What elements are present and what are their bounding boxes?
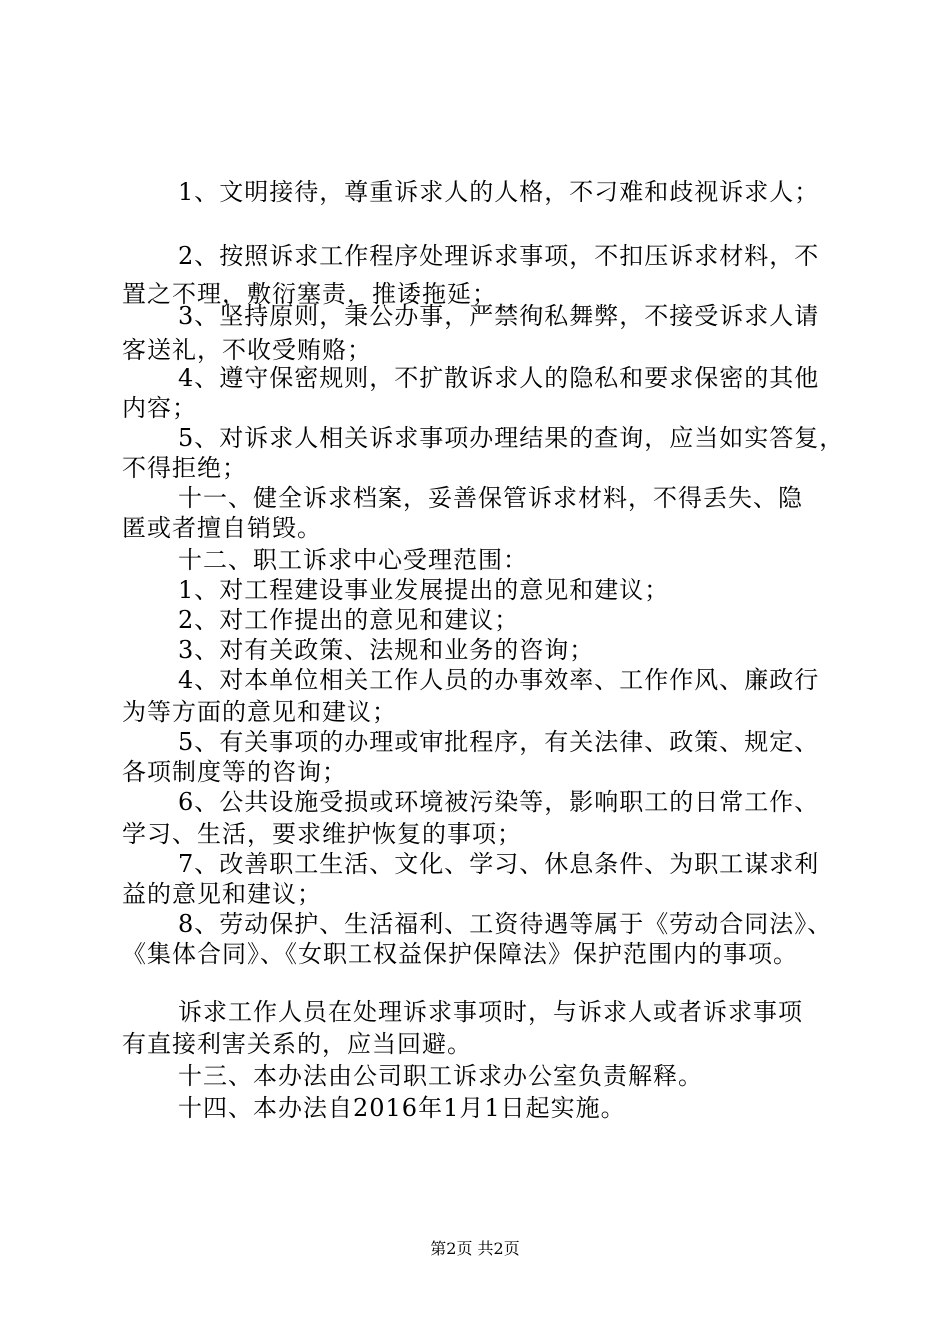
text-line: 4、对本单位相关工作人员的办事效率、工作作风、廉政行 — [178, 666, 820, 694]
text-line: 十一、健全诉求档案，妥善保管诉求材料，不得丢失、隐 — [178, 484, 803, 512]
text-line: 有直接利害关系的，应当回避。 — [122, 1030, 472, 1058]
text-line: 益的意见和建议； — [122, 880, 322, 908]
text-line: 匿或者擅自销毁。 — [122, 514, 322, 542]
text-line: 《集体合同》、《女职工权益保护保障法》保护范围内的事项。 — [122, 940, 798, 968]
text-line: 十三、本办法由公司职工诉求办公室负责解释。 — [178, 1062, 703, 1090]
text-line: 客送礼，不收受贿赂； — [122, 336, 372, 364]
text-line: 5、对诉求人相关诉求事项办理结果的查询，应当如实答复， — [178, 424, 845, 452]
text-line: 3、坚持原则，秉公办事，严禁徇私舞弊，不接受诉求人请 — [178, 302, 820, 330]
text-line: 2、按照诉求工作程序处理诉求事项，不扣压诉求材料，不 — [178, 242, 820, 270]
text-line: 4、遵守保密规则，不扩散诉求人的隐私和要求保密的其他 — [178, 364, 820, 392]
text-line: 诉求工作人员在处理诉求事项时，与诉求人或者诉求事项 — [178, 998, 803, 1026]
text-line: 3、对有关政策、法规和业务的咨询； — [178, 636, 595, 664]
text-line: 2、对工作提出的意见和建议； — [178, 606, 520, 634]
page-footer: 第2页 共2页 — [430, 1239, 520, 1258]
text-line: 8、劳动保护、生活福利、工资待遇等属于《劳动合同法》、 — [178, 910, 833, 938]
text-line: 1、对工程建设事业发展提出的意见和建议； — [178, 576, 670, 604]
text-line: 不得拒绝； — [122, 454, 247, 482]
text-line: 5、有关事项的办理或审批程序，有关法律、政策、规定、 — [178, 728, 820, 756]
text-line: 1、文明接待，尊重诉求人的人格，不刁难和歧视诉求人； — [178, 178, 820, 206]
text-line: 内容； — [122, 394, 197, 422]
text-line: 十四、本办法自2016年1月1日起实施。 — [178, 1094, 626, 1122]
text-line: 置之不理，敷衍塞责，推诿拖延； — [122, 280, 497, 308]
text-line: 各项制度等的咨询； — [122, 758, 347, 786]
text-line: 为等方面的意见和建议； — [122, 698, 397, 726]
text-line: 6、公共设施受损或环境被污染等，影响职工的日常工作、 — [178, 788, 820, 816]
text-line: 学习、生活，要求维护恢复的事项； — [122, 820, 522, 848]
text-line: 7、改善职工生活、文化、学习、休息条件、为职工谋求利 — [178, 850, 820, 878]
text-line: 十二、职工诉求中心受理范围： — [178, 546, 528, 574]
